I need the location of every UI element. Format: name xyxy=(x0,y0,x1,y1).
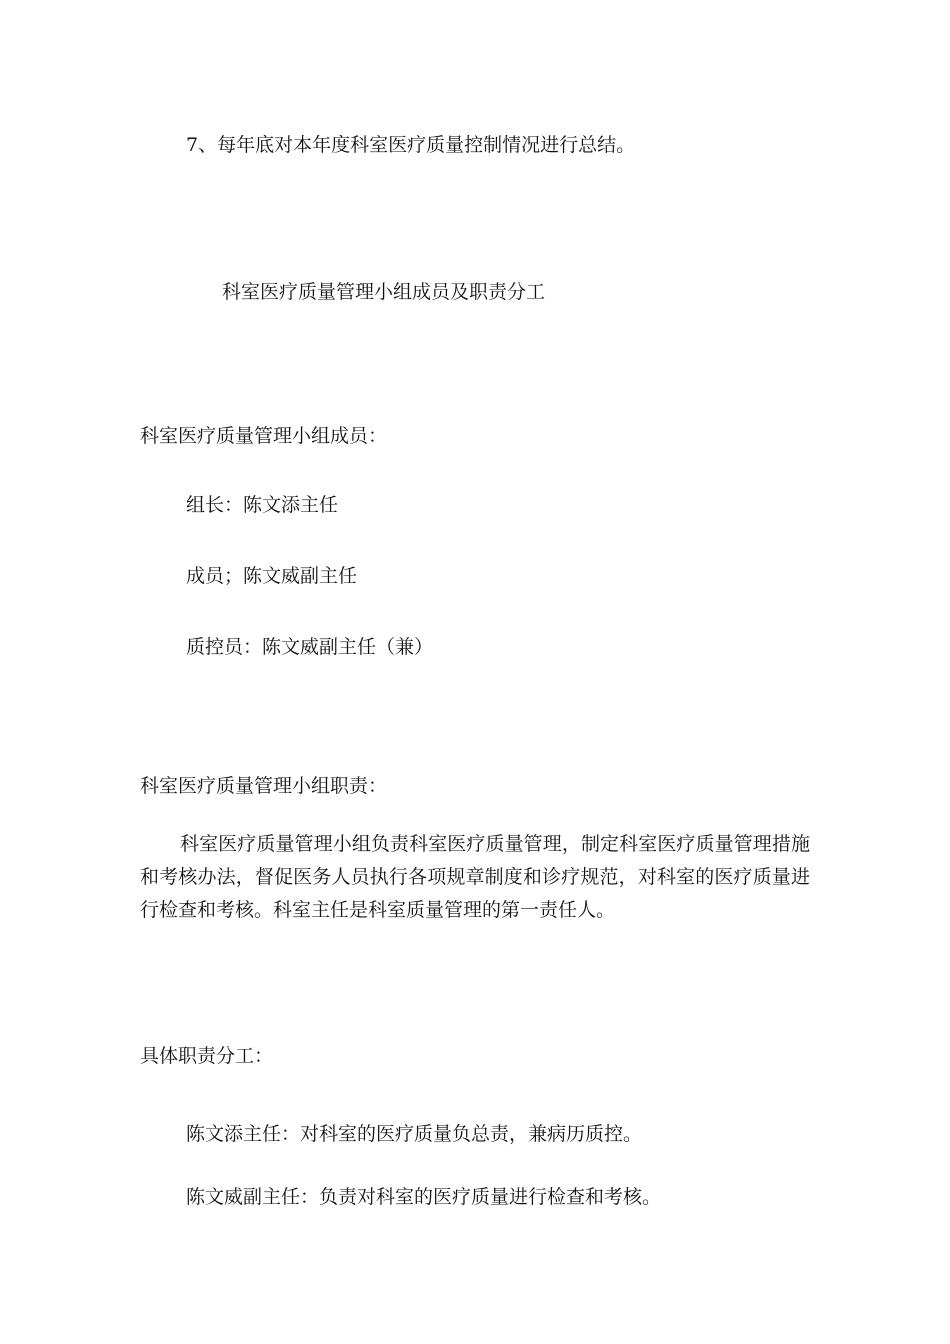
members-heading: 科室医疗质量管理小组成员： xyxy=(140,425,388,447)
division-heading: 具体职责分工： xyxy=(140,1045,274,1067)
member-quality-controller: 质控员：陈文威副主任（兼） xyxy=(186,636,434,658)
division-director: 陈文添主任：对科室的医疗质量负总责，兼病历质控。 xyxy=(186,1123,643,1145)
division-deputy-director: 陈文威副主任：负责对科室的医疗质量进行检查和考核。 xyxy=(186,1186,662,1208)
section-title: 科室医疗质量管理小组成员及职责分工 xyxy=(222,281,546,303)
member-leader: 组长：陈文添主任 xyxy=(186,494,339,516)
item-7-text: 7、每年底对本年度科室医疗质量控制情况进行总结。 xyxy=(186,134,636,156)
duties-heading: 科室医疗质量管理小组职责： xyxy=(140,775,388,797)
duties-paragraph: 科室医疗质量管理小组负责科室医疗质量管理，制定科室医疗质量管理措施和考核办法，督促医务人员执行各项规章制度和诊疗规范，对科室的医疗质量进行检查和考核。科室主任是科室质量管理的第一责任人。 xyxy=(140,833,810,921)
member-member: 成员；陈文威副主任 xyxy=(186,565,358,587)
